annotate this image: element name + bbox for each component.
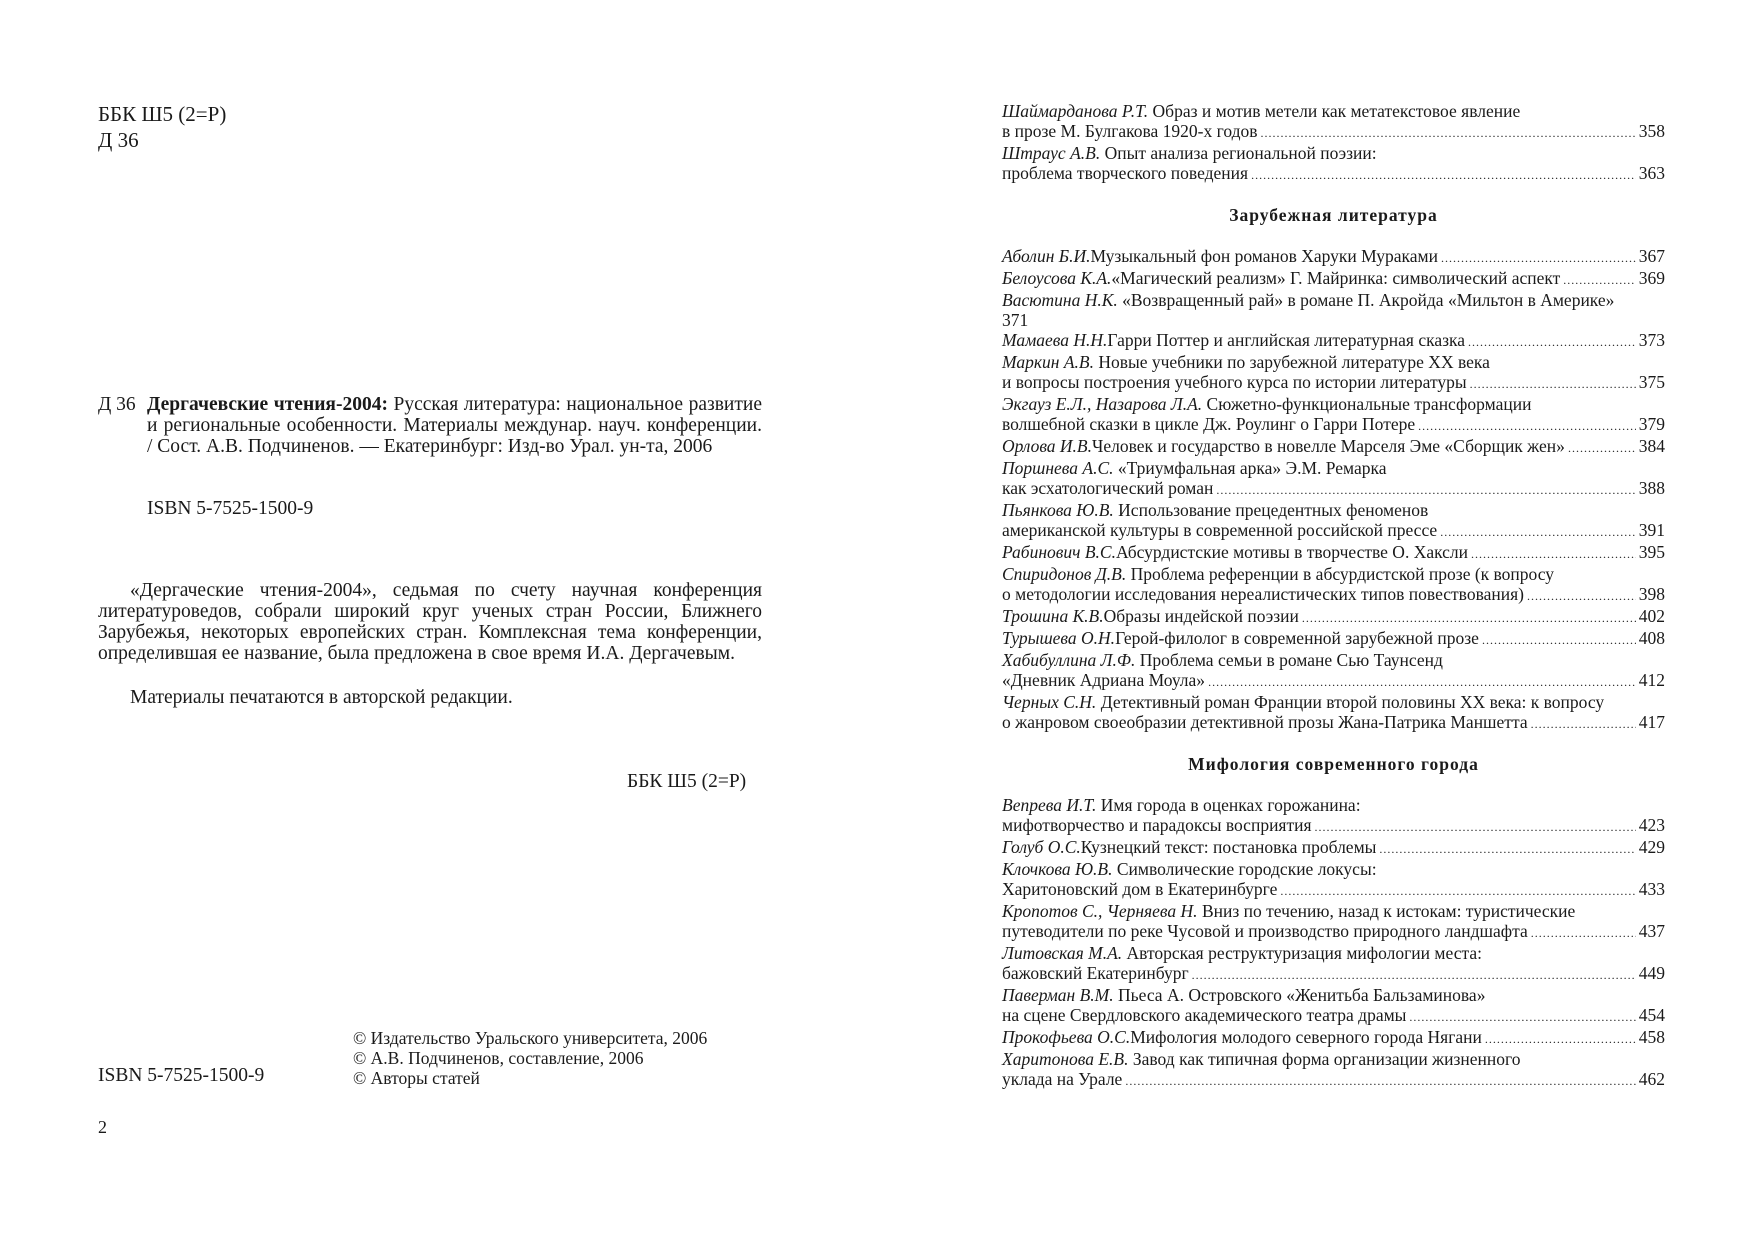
toc-entry-line: [1002, 394, 1665, 414]
section-title-myth: Мифология современного города: [1188, 754, 1479, 774]
toc-page-number: 363: [1638, 163, 1665, 183]
toc-entry: [1002, 943, 1665, 985]
toc-entry: [1002, 458, 1665, 500]
toc-entry: [1002, 901, 1665, 943]
leader-dots: [1563, 268, 1635, 290]
leader-dots: [1302, 606, 1636, 628]
toc-title: уклада на Урале: [1002, 1069, 1123, 1089]
toc-entry-line: [1002, 372, 1665, 394]
toc-page-number: 375: [1638, 372, 1665, 392]
toc-entry-line: [1002, 436, 1665, 458]
bbk-right: ББК Ш5 (2=Р): [627, 771, 747, 792]
toc-entry: [1002, 394, 1665, 436]
leader-dots: [1216, 478, 1635, 500]
toc-entry-line: [1002, 584, 1665, 606]
toc-page-number: 454: [1638, 1005, 1665, 1025]
toc-author: Вепрева И.Т.: [1002, 795, 1097, 815]
toc-entry-line: [1002, 712, 1665, 734]
page-number: 2: [98, 1117, 107, 1137]
leader-dots: [1527, 584, 1636, 606]
leader-dots: [1280, 879, 1635, 901]
toc-author: Литовская М.А.: [1002, 943, 1123, 963]
toc-entry: [1002, 542, 1665, 564]
isbn-record: ISBN 5-7525-1500-9: [147, 498, 314, 519]
leader-dots: [1440, 520, 1636, 542]
toc-entry-line: [1002, 859, 1665, 879]
toc-title: Кузнецкий текст: постановка проблемы: [1080, 837, 1377, 857]
biblio-code: Д 36: [98, 394, 136, 415]
toc-title: проблема творческого поведения: [1002, 163, 1249, 183]
toc-author: Харитонова Е.В.: [1002, 1049, 1129, 1069]
toc-entry-line: [1002, 1005, 1665, 1027]
author-mark: Д 36: [98, 128, 139, 152]
toc-title: 371: [1002, 310, 1029, 330]
toc-author: Васютина Н.К.: [1002, 290, 1118, 310]
toc-entry-line: [1002, 414, 1665, 436]
toc-title: Опыт анализа региональной поэзии:: [1100, 143, 1377, 163]
toc-title: Герой-филолог в современной зарубежной прозе: [1115, 628, 1479, 648]
toc-entry-line: [1002, 520, 1665, 542]
toc-page-number: 388: [1638, 478, 1665, 498]
toc-author: Пьянкова Ю.В.: [1002, 500, 1114, 520]
toc-author: Черных С.Н.: [1002, 692, 1097, 712]
toc-author: Прокофьева О.С.: [1002, 1027, 1131, 1047]
leader-dots: [1531, 921, 1636, 943]
toc-title: Символические городские локусы:: [1112, 859, 1377, 879]
toc-title: путеводители по реке Чусовой и производство природного ландшафта: [1002, 921, 1528, 941]
toc-author: Орлова И.В.: [1002, 436, 1092, 456]
toc-entry-line: [1002, 143, 1665, 163]
leader-dots: [1208, 670, 1636, 692]
toc-title: Проблема референции в абсурдистской прозе (к вопросу: [1126, 564, 1555, 584]
toc-title: Харитоновский дом в Екатеринбурге: [1002, 879, 1278, 899]
leader-dots: [1379, 837, 1635, 859]
toc-entry-line: [1002, 901, 1665, 921]
toc-entry-line: [1002, 879, 1665, 901]
toc-title: Новые учебники по зарубежной литературе ХХ века: [1093, 352, 1490, 372]
toc-author: Хабибуллина Л.Ф.: [1002, 650, 1136, 670]
toc-page-number: 391: [1638, 520, 1665, 540]
toc-section-foreign: [1002, 246, 1665, 734]
leader-dots: [1125, 1069, 1635, 1091]
toc-title: о методологии исследования нереалистических типов повествования): [1002, 584, 1524, 604]
editorial-note: Материалы печатаются в авторской редакции.: [130, 687, 513, 708]
section-title-foreign: Зарубежная литература: [1229, 205, 1438, 225]
toc-entry-line: [1002, 985, 1665, 1005]
right-page: [877, 0, 1754, 1241]
toc-author: Аболин Б.И.: [1002, 246, 1091, 266]
toc-entry-line: [1002, 1049, 1665, 1069]
toc-author: Поршнева А.С.: [1002, 458, 1114, 478]
toc-title: Вниз по течению, назад к истокам: туристические: [1197, 901, 1576, 921]
toc-title: Человек и государство в новелле Марселя Эме «Сборщик жен»: [1092, 436, 1565, 456]
toc-author: Турышева О.Н.: [1002, 628, 1116, 648]
toc-title: бажовский Екатеринбург: [1002, 963, 1189, 983]
toc-title: Имя города в оценках горожанина:: [1096, 795, 1361, 815]
bbk-header: [98, 101, 226, 153]
toc-title: о жанровом своеобразии детективной прозы Жана-Патрика Маншетта: [1002, 712, 1528, 732]
toc-title: как эсхатологический роман: [1002, 478, 1214, 498]
toc-entry-line: [1002, 542, 1665, 564]
toc-entry-line: [1002, 458, 1665, 478]
toc-title: Детективный роман Франции второй половины ХХ века: к вопросу: [1096, 692, 1605, 712]
toc-entry-line: [1002, 606, 1665, 628]
leader-dots: [1568, 436, 1636, 458]
toc-entry-line: [1002, 837, 1665, 859]
leader-dots: [1485, 1027, 1636, 1049]
toc-title: Проблема семьи в романе Сью Таунсенд: [1135, 650, 1443, 670]
toc-title: Использование прецедентных феноменов: [1113, 500, 1429, 520]
toc-page-number: 462: [1638, 1069, 1665, 1089]
toc-entry: [1002, 330, 1665, 352]
toc-title: Авторская реструктуризация мифологии места:: [1122, 943, 1482, 963]
toc-author: Спиридонов Д.В.: [1002, 564, 1127, 584]
copyright-line: © Авторы статей: [353, 1068, 480, 1088]
toc-author: Мамаева Н.Н.: [1002, 330, 1108, 350]
toc-entry-line: [1002, 101, 1665, 121]
toc-entry-line: [1002, 943, 1665, 963]
toc-author: Маркин А.В.: [1002, 352, 1094, 372]
toc-page-number: 437: [1638, 921, 1665, 941]
toc-page-number: 373: [1638, 330, 1665, 350]
toc-entry: [1002, 101, 1665, 143]
copyright-block: [353, 1028, 707, 1088]
toc-entry: [1002, 500, 1665, 542]
toc-page-number: 358: [1638, 121, 1665, 141]
toc-intro: [1002, 101, 1665, 185]
toc-entry: [1002, 268, 1665, 290]
toc-entry: [1002, 246, 1665, 268]
toc-entry-line: [1002, 121, 1665, 143]
toc-title: Гарри Поттер и английская литературная сказка: [1107, 330, 1466, 350]
toc-entry-line: [1002, 478, 1665, 500]
toc-entry-line: [1002, 795, 1665, 815]
toc-title: на сцене Свердловского академического театра драмы: [1002, 1005, 1407, 1025]
toc-entry: [1002, 1049, 1665, 1091]
leader-dots: [1470, 372, 1636, 394]
toc-author: Штраус А.В.: [1002, 143, 1101, 163]
toc-title: Музыкальный фон романов Харуки Мураками: [1090, 246, 1438, 266]
toc-page-number: 417: [1638, 712, 1665, 732]
toc-author: Экгауз Е.Л., Назарова Л.А.: [1002, 394, 1203, 414]
toc-title: «Дневник Адриана Моула»: [1002, 670, 1206, 690]
toc-page-number: 408: [1638, 628, 1665, 648]
toc-author: Паверман В.М.: [1002, 985, 1114, 1005]
toc-author: Белоусова К.А.: [1002, 268, 1112, 288]
leader-dots: [1482, 628, 1636, 650]
toc-entry: [1002, 143, 1665, 185]
leader-dots: [1468, 330, 1636, 352]
toc-title: Мифология молодого северного города Нягани: [1130, 1027, 1482, 1047]
toc-title: и вопросы построения учебного курса по истории литературы: [1002, 372, 1467, 392]
toc-entry-line: [1002, 500, 1665, 520]
toc-title: мифотворчество и парадоксы восприятия: [1002, 815, 1312, 835]
table-of-contents: [1002, 101, 1665, 1091]
toc-entry: [1002, 564, 1665, 606]
leader-dots: [1315, 815, 1636, 837]
toc-author: Трошина К.В.: [1002, 606, 1104, 626]
copyright-line: © А.В. Подчиненов, составление, 2006: [353, 1048, 644, 1068]
toc-page-number: 379: [1638, 414, 1665, 434]
toc-entry-line: [1002, 163, 1665, 185]
toc-entry-line: [1002, 628, 1665, 650]
toc-title: «Триумфальная арка» Э.М. Ремарка: [1113, 458, 1387, 478]
toc-entry-line: [1002, 670, 1665, 692]
toc-page-number: 429: [1638, 837, 1665, 857]
toc-entry: [1002, 1027, 1665, 1049]
toc-entry-line: [1002, 310, 1665, 330]
toc-entry-line: [1002, 268, 1665, 290]
toc-entry-line: [1002, 330, 1665, 352]
toc-author: Голуб О.С.: [1002, 837, 1081, 857]
toc-page-number: 398: [1638, 584, 1665, 604]
toc-page-number: 449: [1638, 963, 1665, 983]
toc-title: «Возвращенный рай» в романе П. Акройда «Мильтон в Америке»: [1117, 290, 1615, 310]
toc-entry: [1002, 692, 1665, 734]
bibliographic-record: [98, 394, 762, 457]
toc-entry-line: [1002, 1027, 1665, 1049]
biblio-description: Русская литература: национальное развитие и региональные особенности. Материалы междунар. науч. конференции. / Сост. А.В. Подчиненов. — Екатеринбург: Изд-во Урал. ун-та, 2006: [147, 394, 762, 457]
copyright-line: © Издательство Уральского университета, 2006: [353, 1028, 708, 1048]
toc-page-number: 458: [1638, 1027, 1665, 1047]
toc-title: американской культуры в современной российской прессе: [1002, 520, 1438, 540]
toc-entry: [1002, 352, 1665, 394]
toc-page-number: 367: [1638, 246, 1665, 266]
leader-dots: [1418, 414, 1636, 436]
leader-dots: [1192, 963, 1636, 985]
toc-entry: [1002, 436, 1665, 458]
toc-author: Шаймарданова Р.Т.: [1002, 101, 1149, 121]
toc-title: «Магический реализм» Г. Майринка: символический аспект: [1111, 268, 1561, 288]
toc-page-number: 384: [1638, 436, 1665, 456]
toc-entry: [1002, 290, 1665, 330]
toc-entry-line: [1002, 963, 1665, 985]
toc-author: Клочкова Ю.В.: [1002, 859, 1113, 879]
biblio-title: Дергачевские чтения-2004:: [147, 394, 388, 415]
toc-title: волшебной сказки в цикле Дж. Роулинг о Гарри Потере: [1002, 414, 1416, 434]
toc-page-number: 402: [1638, 606, 1665, 626]
toc-page-number: 433: [1638, 879, 1665, 899]
leader-dots: [1251, 163, 1636, 185]
toc-title: Абсурдистские мотивы в творчестве О. Хаксли: [1115, 542, 1469, 562]
toc-entry-line: [1002, 564, 1665, 584]
toc-title: Завод как типичная форма организации жизненного: [1128, 1049, 1521, 1069]
toc-title: Образ и мотив метели как метатекстовое явление: [1148, 101, 1521, 121]
isbn-bottom: ISBN 5-7525-1500-9: [98, 1065, 265, 1086]
toc-entry: [1002, 606, 1665, 628]
toc-author: Кропотов С., Черняева Н.: [1002, 901, 1198, 921]
leader-dots: [1441, 246, 1636, 268]
toc-title: Образы индейской поэзии: [1103, 606, 1299, 626]
toc-entry-line: [1002, 352, 1665, 372]
toc-entry: [1002, 650, 1665, 692]
toc-entry-line: [1002, 921, 1665, 943]
bbk-code: ББК Ш5 (2=Р): [98, 102, 227, 126]
toc-entry-line: [1002, 815, 1665, 837]
toc-entry: [1002, 859, 1665, 901]
toc-section-myth: [1002, 795, 1665, 1091]
toc-author: Рабинович В.С.: [1002, 542, 1116, 562]
toc-page-number: 369: [1638, 268, 1665, 288]
toc-title: Сюжетно-функциональные трансформации: [1202, 394, 1532, 414]
toc-entry-line: [1002, 692, 1665, 712]
toc-page-number: 423: [1638, 815, 1665, 835]
toc-entry: [1002, 985, 1665, 1027]
toc-page-number: 412: [1638, 670, 1665, 690]
toc-entry: [1002, 795, 1665, 837]
toc-title: Пьеса А. Островского «Женитьба Бальзаминова»: [1113, 985, 1486, 1005]
leader-dots: [1531, 712, 1636, 734]
toc-page-number: 395: [1638, 542, 1665, 562]
leader-dots: [1409, 1005, 1635, 1027]
toc-entry: [1002, 628, 1665, 650]
leader-dots: [1471, 542, 1636, 564]
biblio-text: [147, 394, 762, 457]
leader-dots: [1261, 121, 1636, 143]
toc-entry-line: [1002, 290, 1665, 310]
toc-entry-line: [1002, 1069, 1665, 1091]
abstract: «Дергаческие чтения-2004», седьмая по счету научная конференция литературоведов, собрали широкий круг ученых стран России, Ближнего Зарубежья, некоторых европейских стран. Комплексная тема конференции, определившая ее название, была предложена в свое время И.А. Дергачевым.: [98, 580, 762, 664]
toc-entry-line: [1002, 650, 1665, 670]
toc-entry: [1002, 837, 1665, 859]
toc-entry-line: [1002, 246, 1665, 268]
toc-title: в прозе М. Булгакова 1920-х годов: [1002, 121, 1258, 141]
